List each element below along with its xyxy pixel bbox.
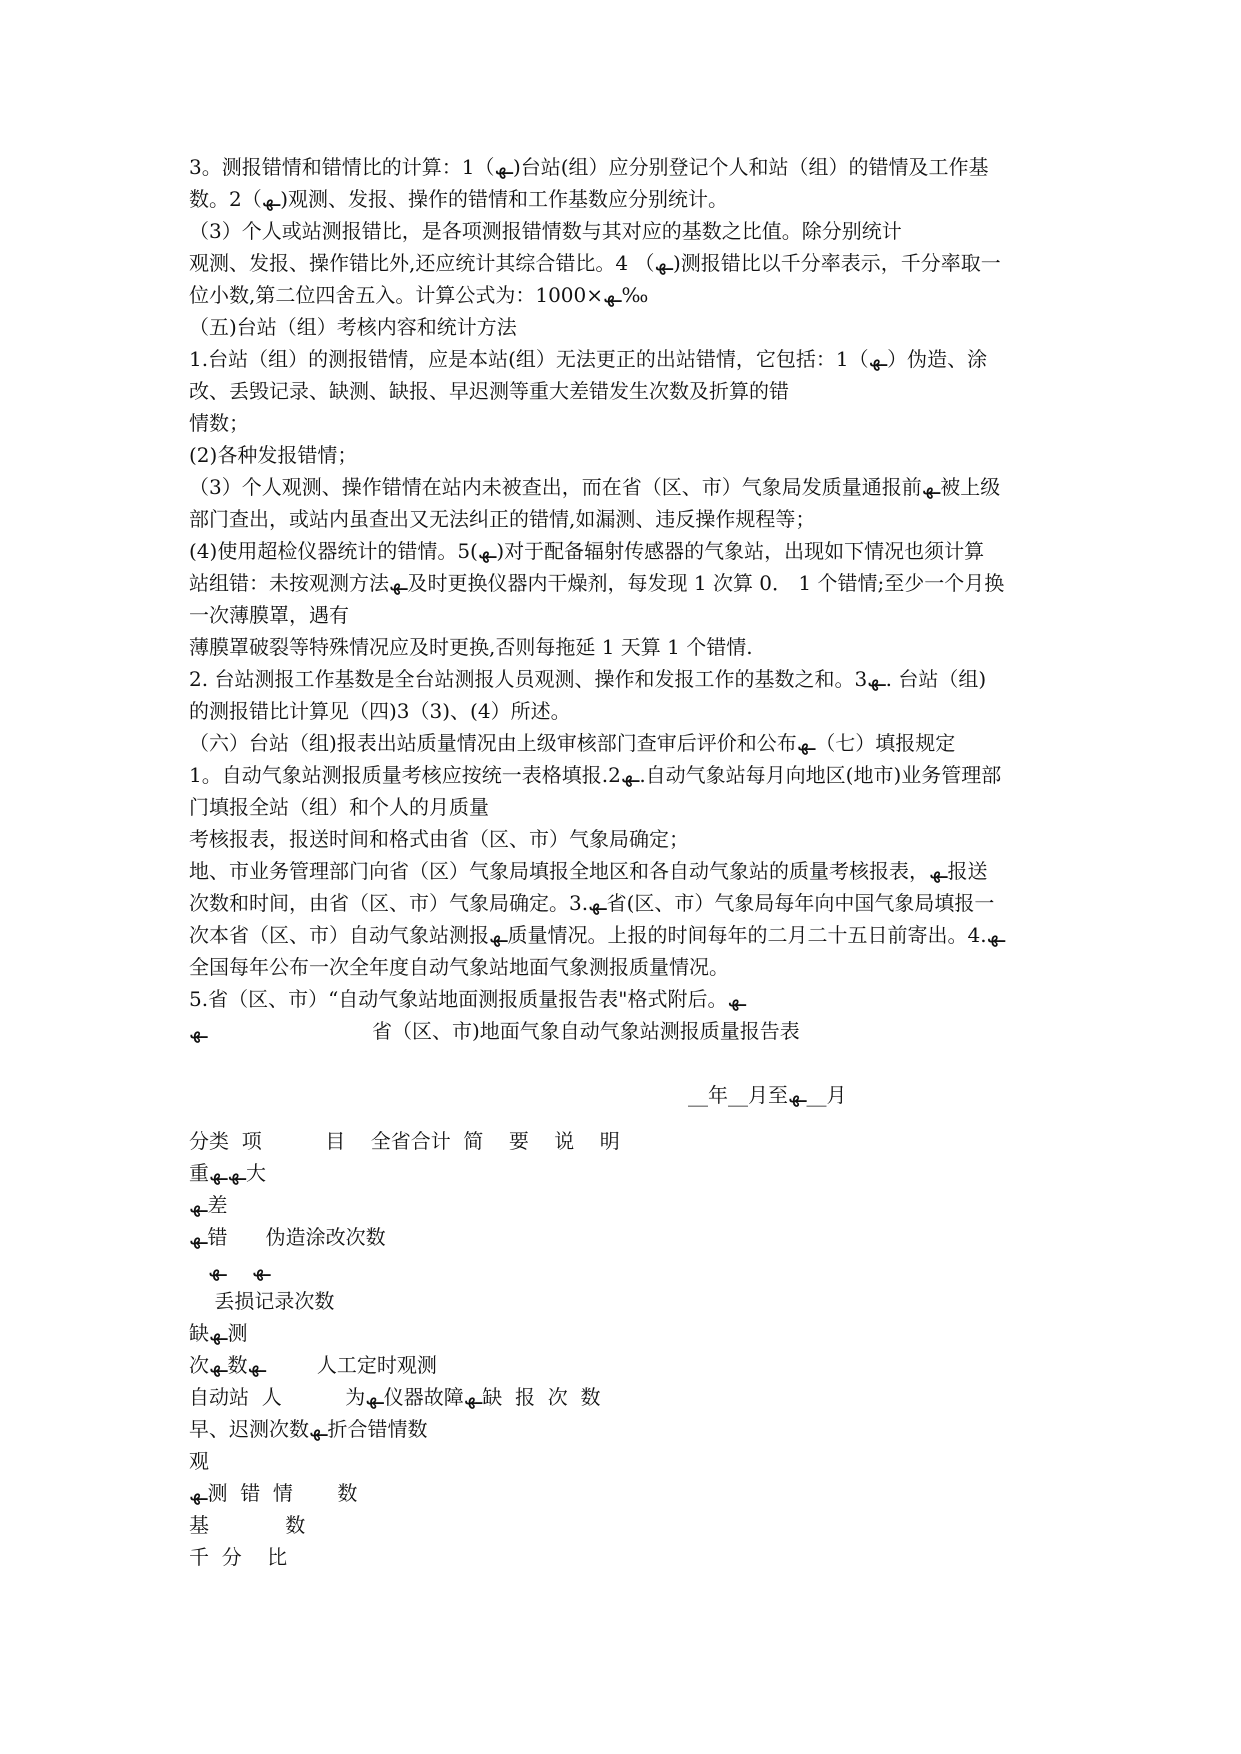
- text-line-26: 全国每年公布一次全年度自动气象站地面气象测报质量情况。: [189, 955, 729, 979]
- table-line-8: 次ـﮫ数ـﮫ 人工定时观测: [189, 1353, 437, 1377]
- table-line-11: 观: [189, 1449, 209, 1473]
- table-title-marker: ـﮫ: [189, 1019, 208, 1043]
- text-line-22: 考核报表，报送时间和格式由省（区、市）气象局确定；: [189, 827, 689, 851]
- text-line-11: （3）个人观测、操作错情在站内未被查出，而在省（区、市）气象局发质量通报前ـﮫ被上级: [189, 475, 1001, 499]
- table-line-14: 千 分 比: [189, 1545, 288, 1569]
- table-line-9: 自动站 人 为ـﮫ仪器故障ـﮫ缺 报 次 数: [189, 1385, 601, 1409]
- text-line-3: （3）个人或站测报错比，是各项测报错情数与其对应的基数之比值。除分别统计: [189, 219, 902, 243]
- text-line-7: 1.台站（组）的测报错情，应是本站(组）无法更正的出站错情，它包括：1（ـﮫ）伪造、涂: [189, 347, 988, 371]
- text-line-24: 次数和时间，由省（区、市）气象局确定。3.ـﮫ省(区、市）气象局每年向中国气象局填报一: [189, 891, 995, 915]
- date-range-line: [688, 1080, 988, 1112]
- text-line-23: 地、市业务管理部门向省（区）气象局填报全地区和各自动气象站的质量考核报表，ـﮫ报送: [189, 859, 988, 883]
- text-line-19: （六）台站（组)报表出站质量情况由上级审核部门查审后评价和公布ـﮫ（七）填报规定: [189, 731, 956, 755]
- month-start-blank: __: [728, 1083, 748, 1107]
- text-line-20: 1。自动气象站测报质量考核应按统一表格填报.2ـﮫ.自动气象站每月向地区(地市)业务管理部: [189, 763, 1002, 787]
- text-line-2: 数。2（ـﮫ)观测、发报、操作的错情和工作基数应分别统计。: [189, 187, 729, 211]
- text-line-5: 位小数,第二位四舍五入。计算公式为：1000×ـﮫ‰: [189, 283, 649, 307]
- text-line-21: 门填报全站（组）和个人的月质量: [189, 795, 489, 819]
- text-line-25: 次本省（区、市）自动气象站测报ـﮫ质量情况。上报的时间每年的二月二十五日前寄出。4.ـﮫ: [189, 923, 1006, 947]
- month-to-label: 月至ـﮫ: [748, 1083, 807, 1107]
- text-line-27: 5.省（区、市）“自动气象站地面测报质量报告表"格式附后。ـﮫ: [189, 987, 747, 1011]
- table-header-row: 分类 项 目 全省合计 简 要 说 明: [189, 1129, 620, 1153]
- text-line-12: 部门查出，或站内虽查出又无法纠正的错情,如漏测、违反操作规程等；: [189, 507, 816, 531]
- year-blank: __: [688, 1083, 708, 1107]
- text-line-15: 一次薄膜罩，遇有: [189, 603, 349, 627]
- text-line-18: 的测报错比计算见（四)3（3)、(4）所述。: [189, 699, 571, 723]
- text-line-8: 改、丢毁记录、缺测、缺报、早迟测等重大差错发生次数及折算的错: [189, 379, 789, 403]
- text-line-6: （五)台站（组）考核内容和统计方法: [189, 315, 517, 339]
- table-line-4: ـﮫ错 伪造涂改次数: [189, 1225, 386, 1249]
- table-line-6: 丢损记录次数: [189, 1289, 335, 1313]
- table-line-5: ـﮫ ـﮫ: [189, 1257, 271, 1281]
- month-end-label: 月: [826, 1083, 847, 1107]
- text-line-1: 3。测报错情和错情比的计算：1（ـﮫ)台站(组）应分别登记个人和站（组）的错情及工作基: [189, 155, 989, 179]
- year-label: 年: [708, 1083, 728, 1107]
- text-line-14: 站组错：未按观测方法ـﮫ及时更换仪器内干燥剂，每发现 1 次算 0． 1 个错情;至少一个月换: [189, 571, 1005, 595]
- month-end-blank: __: [806, 1083, 827, 1107]
- text-line-9: 情数；: [189, 411, 249, 435]
- text-line-16: 薄膜罩破裂等特殊情况应及时更换,否则每拖延 1 天算 1 个错情.: [189, 635, 753, 659]
- text-line-13: (4)使用超检仪器统计的错情。5(ـﮫ)对于配备辐射传感器的气象站，出现如下情况也须计算: [189, 539, 985, 563]
- table-line-3: ـﮫ差: [189, 1193, 228, 1217]
- table-title: 省（区、市)地面气象自动气象站测报质量报告表: [372, 1019, 800, 1043]
- table-line-12: ـﮫ测 错 情 数: [189, 1481, 358, 1505]
- table-line-13: 基 数: [189, 1513, 306, 1537]
- table-line-10: 早、迟测次数ـﮫ折合错情数: [189, 1417, 428, 1441]
- text-line-10: (2)各种发报错情；: [189, 443, 358, 467]
- table-line-7: 缺ـﮫ测: [189, 1321, 248, 1345]
- text-line-4: 观测、发报、操作错比外,还应统计其综合错比。4 （ـﮫ)测报错比以千分率表示，千分率取一: [189, 251, 1001, 275]
- table-line-2: 重ـﮫـﮫ大: [189, 1161, 266, 1185]
- text-line-17: 2. 台站测报工作基数是全台站测报人员观测、操作和发报工作的基数之和。3ـﮫ. 台站（组): [189, 667, 987, 691]
